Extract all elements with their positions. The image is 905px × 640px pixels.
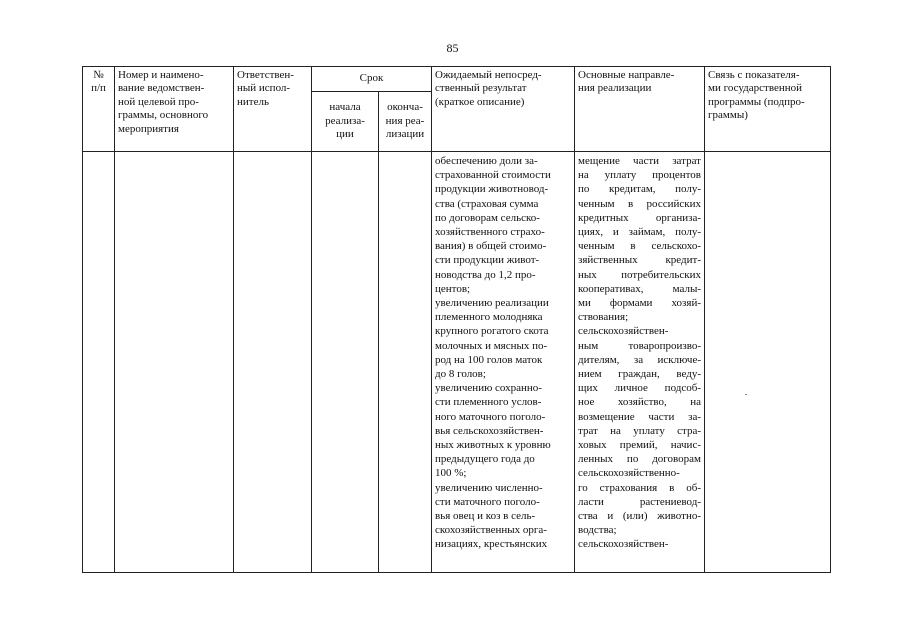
text-line: кредитных организа-: [578, 211, 701, 224]
text-line: ховых премий, начис-: [578, 439, 701, 452]
header-line: программы (подпро-: [708, 95, 805, 108]
text-line: род на 100 голов маток: [435, 353, 543, 366]
table-row: [83, 152, 831, 573]
text-line: крупного рогатого скота: [435, 325, 549, 338]
header-line: №: [93, 69, 104, 81]
header-directions: [575, 67, 705, 152]
text-line: до 8 голов;: [435, 368, 486, 381]
text-line: циях, и займам, полу-: [578, 226, 701, 239]
text-line: молочных и мясных по-: [435, 339, 548, 352]
header-line: оконча-: [387, 101, 423, 114]
header-line: Основные направле-: [578, 69, 675, 81]
header-term: Срок: [312, 67, 432, 92]
text-line: обеспечению доли за-: [435, 155, 538, 167]
text-line: дителям, за исключе-: [578, 353, 701, 366]
cell-expected-result: [432, 152, 575, 573]
text-line: на уплату процентов: [578, 169, 701, 182]
text-line: ствования;: [578, 311, 629, 324]
text-line: ми формами хозяй-: [578, 297, 701, 310]
cell-directions: [575, 152, 705, 573]
header-program-name-text: [118, 69, 230, 136]
text-line: сельскохозяйствен-: [578, 538, 669, 551]
text-line: сти маточного поголо-: [435, 495, 540, 508]
text-line: водства;: [578, 524, 617, 537]
scan-speck: [745, 394, 747, 395]
text-line: нием граждан, веду-: [578, 368, 701, 381]
header-line: Ожидаемый непосред-: [435, 69, 542, 81]
text-line: ленных по договорам: [578, 453, 701, 466]
header-line: вание ведомствен-: [118, 82, 205, 95]
header-line: ния реализации: [578, 82, 652, 95]
text-line: щих личное подсоб-: [578, 382, 701, 395]
header-line: ции: [336, 128, 354, 141]
text-line: племенного молодняка: [435, 311, 543, 324]
text-line: сельскохозяйственно-: [578, 467, 680, 480]
text-line: вания) в общей стоимо-: [435, 240, 547, 253]
text-line: кооперативах, малы-: [578, 282, 701, 295]
text-line: новодства до 1,2 про-: [435, 268, 536, 281]
text-line: центов;: [435, 282, 471, 295]
header-term-start-text: [315, 101, 375, 141]
text-line: ным товаропроизво-: [578, 339, 701, 352]
cell-responsible: [234, 152, 312, 573]
cell-term-start: [312, 152, 379, 573]
text-line: низациях, крестьянских: [435, 538, 548, 551]
text-line: ства и (или) животно-: [578, 510, 701, 523]
header-line: реализа-: [325, 114, 365, 127]
header-line: ной целевой про-: [118, 95, 199, 108]
text-line: ных потребительских: [578, 268, 701, 281]
header-line: ния реа-: [385, 114, 425, 127]
header-line: ми государственной: [708, 82, 802, 95]
header-expected-result: [432, 67, 575, 152]
header-line: ственный результат: [435, 82, 527, 95]
header-line: лизации: [385, 128, 425, 141]
header-line: Связь с показателя-: [708, 69, 800, 81]
text-line: хозяйственного страхо-: [435, 226, 545, 239]
header-number: [83, 67, 115, 152]
text-line: предыдущего года до: [435, 453, 535, 466]
header-line: нитель: [237, 95, 269, 108]
text-line: ласти растениевод-: [578, 495, 701, 508]
header-term-start: [312, 92, 379, 152]
directions-text: [578, 154, 701, 552]
text-line: увеличению реализации: [435, 297, 549, 310]
text-line: возмещение части за-: [578, 410, 701, 423]
cell-link-indicators: [705, 152, 831, 573]
header-link-indicators: [705, 67, 831, 152]
text-line: сти племенного услов-: [435, 396, 542, 409]
header-program-name: [115, 67, 234, 152]
header-line: граммы, основного: [118, 109, 209, 122]
header-line: Номер и наимено-: [118, 69, 204, 81]
text-line: ного маточного поголо-: [435, 410, 546, 423]
header-responsible: [234, 67, 312, 152]
text-line: по договорам сельско-: [435, 211, 540, 224]
header-line: Ответствен-: [237, 69, 294, 81]
header-number-text: [86, 69, 111, 96]
text-line: по кредитам, полу-: [578, 183, 701, 196]
expected-result-text: [435, 154, 571, 552]
text-line: ных животных к уровню: [435, 439, 551, 452]
header-directions-text: [578, 69, 701, 96]
text-line: сельскохозяйствен-: [578, 325, 669, 338]
text-line: увеличению численно-: [435, 481, 543, 494]
program-table: [82, 66, 831, 573]
header-line: граммы): [708, 109, 748, 122]
text-line: продукции животновод-: [435, 183, 549, 196]
text-line: ченным в сельскохо-: [578, 240, 701, 253]
cell-term-end: [379, 152, 432, 573]
text-line: сти продукции живот-: [435, 254, 540, 267]
text-line: вья овец и коз в сель-: [435, 510, 536, 523]
cell-number: [83, 152, 115, 573]
text-line: 100 %;: [435, 467, 467, 480]
cell-program-name: [115, 152, 234, 573]
header-line: начала: [329, 101, 361, 114]
header-link-indicators-text: [708, 69, 827, 123]
text-line: ства (страховая сумма: [435, 197, 539, 210]
header-line: ный испол-: [237, 82, 291, 95]
text-line: страхованной стоимости: [435, 169, 551, 182]
text-line: мещение части затрат: [578, 155, 701, 167]
text-line: вья сельскохозяйствен-: [435, 424, 544, 437]
text-line: ное хозяйство, на: [578, 396, 701, 409]
header-line: мероприятия: [118, 122, 179, 135]
header-expected-result-text: [435, 69, 571, 109]
text-line: трат на уплату стра-: [578, 424, 701, 437]
header-term-end-text: [382, 101, 428, 141]
text-line: скохозяйственных орга-: [435, 524, 547, 537]
header-line: (краткое описание): [435, 95, 525, 108]
page-number: 85: [446, 41, 459, 55]
text-line: ченным в российских: [578, 197, 701, 210]
header-responsible-text: [237, 69, 308, 109]
text-line: го страхования в об-: [578, 481, 701, 494]
header-line: п/п: [91, 82, 106, 95]
text-line: зяйственных кредит-: [578, 254, 701, 267]
header-term-end: [379, 92, 432, 152]
text-line: увеличению сохранно-: [435, 382, 542, 395]
